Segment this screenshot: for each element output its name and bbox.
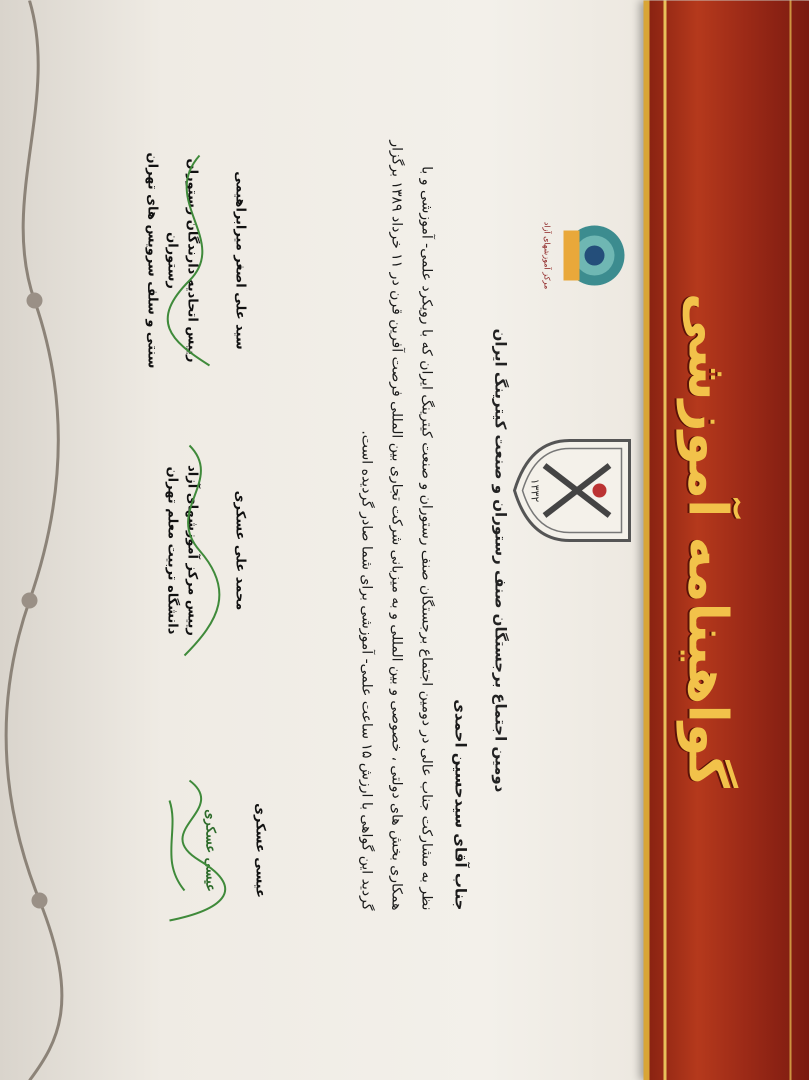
ribbon-stripe bbox=[789, 0, 791, 1080]
signatory-title-1: رییس اتحادیه دارندگان رستوران رستوران bbox=[164, 158, 199, 362]
signature-icon bbox=[139, 770, 239, 930]
floral-ornament-icon bbox=[0, 0, 69, 1080]
signatory-left bbox=[141, 140, 249, 380]
recipient-name: جناب آقای سیدحسین احمدی bbox=[451, 698, 469, 910]
emblem-number: ۱۳۳۲ bbox=[528, 478, 541, 502]
logo-caption: مرکز آموزشهای آزاد bbox=[542, 221, 551, 289]
certificate-heading: دومین اجتماع برجستگان صنف رستوران و صنعت کیترینگ ایران bbox=[491, 328, 509, 792]
education-center-logo-icon bbox=[534, 210, 634, 300]
signatory-right bbox=[199, 720, 269, 980]
signature-text: عیسی عسکری bbox=[202, 808, 217, 892]
signatory-center bbox=[161, 420, 249, 680]
signature-icon bbox=[159, 150, 229, 370]
signatory-name: محمد علی عسکری bbox=[232, 490, 247, 610]
signatory-title-2: سنتی و سلف سرویس های تهران bbox=[144, 152, 159, 368]
signatory-name: سید علی اصغر میرابراهیمی bbox=[232, 170, 247, 350]
signature-scribble bbox=[139, 770, 239, 930]
signatory-title-2: دانشگاه تربیت معلم تهران bbox=[164, 466, 179, 634]
certificate-title: گواهینامه آموزشی bbox=[676, 292, 739, 788]
certificate-body: نظر به مشارکت جناب عالی در دومین اجتماع برجستگان صنف رستوران و صنعت کیترینگ ایران که با رویکرد علمی- آموزشی و با همکاری بخش های دولتی ، خصوصی و بین المللی و به میزبانی شرکت تجاری بین المللی فرصت آفرین قرن در ۱۱ خرداد ۱۳۸۹ برگزار گردید این گواهی با ارزش ۱۵ ساعت علمی- آموزشی برای شما صادر گردیده است. bbox=[358, 139, 434, 910]
signatory-name: عیسی عسکری bbox=[252, 802, 267, 898]
shield-emblem-icon bbox=[509, 430, 639, 550]
signature-icon bbox=[159, 440, 229, 660]
signatory-title-1: رییس مرکز آموزشهای آزاد bbox=[184, 464, 199, 636]
